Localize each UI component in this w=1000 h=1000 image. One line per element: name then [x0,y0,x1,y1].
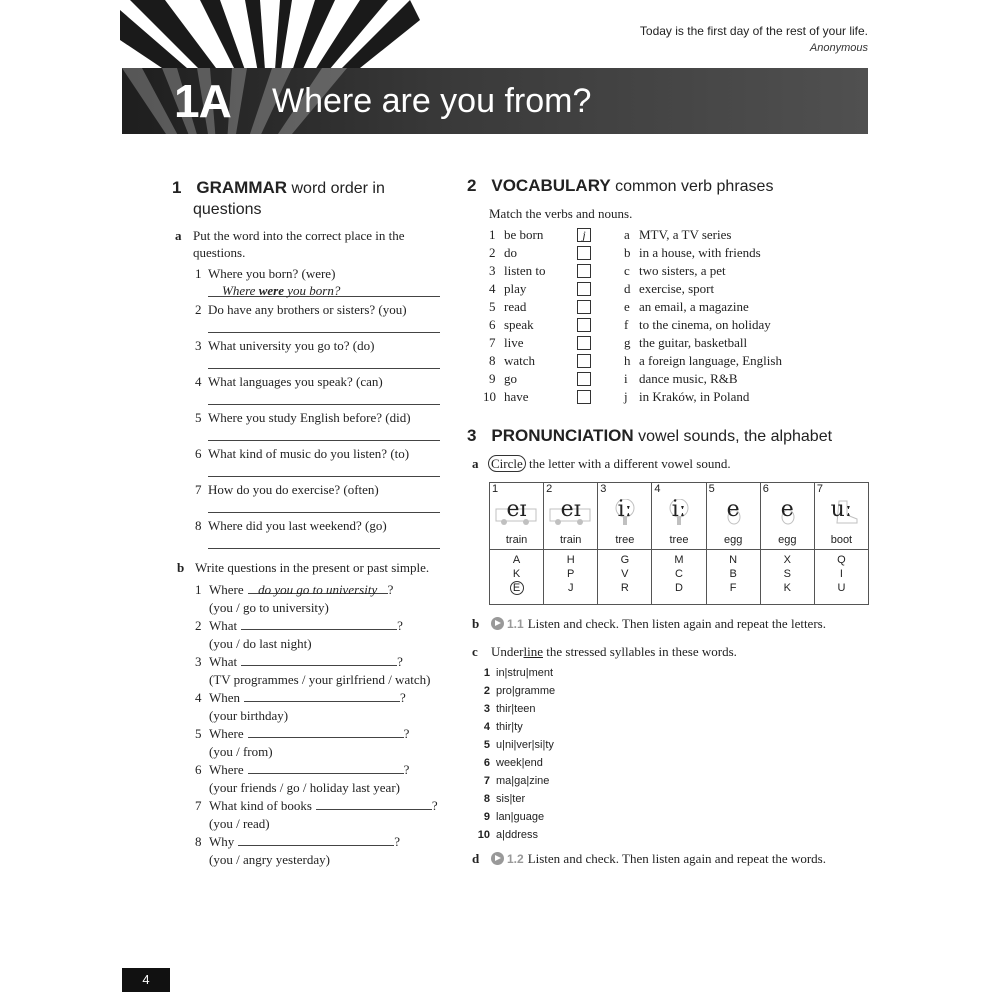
exercise-letter: b [177,560,185,575]
item-number: 4 [195,690,202,705]
question-row [209,690,406,706]
question-start: Where [209,726,244,741]
answer-line[interactable] [208,404,440,405]
sound-word: egg [778,534,797,546]
audio-icon[interactable] [491,852,504,865]
noun-text: to the cinema, on holiday [639,317,771,332]
answer-blank[interactable] [248,582,388,597]
instruction: Write questions in the present or past simple. [195,560,430,575]
column-number: 6 [762,483,769,495]
answer-pre: Where [222,283,259,298]
noun-letter: i [624,371,628,386]
verb-text: live [504,335,524,350]
verb-number: 1 [489,227,496,242]
word-number: 8 [483,793,490,805]
instruction-text: the stressed syllables in these words. [543,644,737,659]
stress-word[interactable]: week|end [496,757,543,769]
alphabet-letter[interactable] [490,581,543,595]
answer-box[interactable] [577,372,591,386]
hint-text: (you / angry yesterday) [209,852,330,867]
noun-text: a foreign language, English [639,353,782,368]
section-subtitle: vowel sounds, the alphabet [638,428,833,445]
exercise-letter: c [472,644,478,659]
pronunciation-heading [467,426,832,446]
sample-answer: do you go to university [258,582,378,597]
alphabet-letter[interactable]: Q [837,554,846,566]
verb-number: 9 [489,371,496,386]
alphabet-letter[interactable]: P [567,568,575,580]
sound-word: tree [615,534,635,546]
noun-text: exercise, sport [639,281,715,296]
stress-word[interactable]: lan|guage [496,811,545,823]
audio-icon[interactable] [491,617,504,630]
hint-text: (you / go to university) [209,600,329,615]
question-start: Where [209,762,244,777]
audio-instruction [491,616,826,632]
question-text: Where you study English before? (did) [208,410,411,425]
alphabet-letter[interactable]: U [837,582,846,594]
picture-row [490,483,869,550]
underlined-word: line [523,644,543,659]
section-subtitle: word order in [291,180,385,197]
hint-text: (you / do last night) [209,636,312,651]
answer-blank[interactable] [241,618,397,630]
question-mark: ? [403,726,410,741]
answer-line[interactable] [208,440,440,441]
verb-number: 5 [489,299,496,314]
question-row [209,654,403,670]
item-number: 6 [195,446,202,461]
section-word: VOCABULARY [491,176,611,195]
question-row [209,834,400,850]
unit-number: 1A [174,75,231,127]
alphabet-letter[interactable]: M [674,554,684,566]
answer-bold: were [258,283,284,298]
question-mark: ? [394,834,401,849]
question-row [209,762,409,778]
exercise-letter: d [472,851,480,866]
question-text: Where you born? (were) [208,266,336,281]
question-text: What kind of music do you listen? (to) [208,446,410,461]
section-number: 2 [467,176,477,195]
verb-number: 4 [489,281,496,296]
answer-line[interactable] [208,368,440,369]
answer-box[interactable] [577,264,591,278]
noun-letter: b [624,245,631,260]
answer-blank[interactable] [244,690,400,702]
phonetic-symbol: uː [830,497,853,522]
word-number: 2 [483,685,490,697]
section-word: PRONUNCIATION [491,426,634,445]
sound-picture-cell [598,483,652,550]
answer-blank[interactable] [316,798,432,810]
item-number: 7 [195,798,202,813]
question-start: Where [209,582,244,597]
question-mark: ? [397,618,403,633]
alphabet-letter[interactable]: A [512,554,521,566]
alphabet-letter[interactable]: J [567,582,574,594]
noun-text: in Kraków, in Poland [639,389,750,404]
exercise-letter: a [472,456,479,471]
column-number: 2 [546,483,553,495]
sample-answer [222,283,340,299]
question-start: What [209,654,238,669]
page-number: 4 [122,968,170,992]
item-number: 5 [195,410,202,425]
instruction [488,456,731,472]
sound-picture-cell [706,483,760,550]
letter-cell [490,550,544,605]
verb-text: watch [504,353,536,368]
stress-word[interactable]: thir|teen [496,703,536,715]
question-mark: ? [403,762,410,777]
noun-text: an email, a magazine [639,299,749,314]
answer-box[interactable] [577,336,591,350]
noun-letter: c [624,263,630,278]
alphabet-letter[interactable]: K [783,582,791,594]
stress-word[interactable]: sis|ter [496,793,526,805]
verb-number: 8 [489,353,496,368]
stress-word-row [476,757,543,769]
alphabet-letter[interactable]: C [675,568,683,580]
item-number: 2 [195,302,202,317]
quote-text: Today is the first day of the rest of your life. [639,24,868,38]
answer-blank[interactable] [248,762,404,774]
stress-word-row [476,721,523,733]
track-number: 1.2 [507,852,524,866]
stress-word-row [476,685,555,697]
question-row [209,798,438,814]
instruction-cont: questions. [193,245,246,260]
instruction: Match the verbs and nouns. [489,206,633,221]
question-start: What [209,618,238,633]
verb-number: 3 [489,263,496,278]
stress-word[interactable]: in|stru|ment [496,667,554,679]
noun-text: dance music, R&B [639,371,738,386]
answer-box[interactable] [577,390,591,404]
noun-text: two sisters, a pet [639,263,726,278]
sound-word: boot [830,534,853,546]
answer-post: you born? [283,283,341,298]
item-number: 5 [195,726,202,741]
stress-word-row [476,811,544,823]
hint-text: (your birthday) [209,708,289,723]
letter-cell [544,550,598,605]
word-number: 5 [483,739,490,751]
letters-row [490,550,869,605]
word-number: 7 [483,775,490,787]
answer-box[interactable] [577,318,591,332]
alphabet-letter[interactable]: S [783,568,791,580]
alphabet-letter[interactable]: I [839,568,843,580]
answer-blank[interactable] [241,654,397,666]
item-number: 3 [195,338,202,353]
answer-box[interactable] [577,246,591,260]
alphabet-letter[interactable]: N [729,554,738,566]
answer-box[interactable] [577,300,591,314]
verb-text: go [504,371,517,386]
answer-line[interactable] [208,332,440,333]
item-number: 1 [195,582,202,597]
instruction: Put the word into the correct place in the [193,228,405,243]
sound-word: train [560,534,582,546]
answer-blank[interactable] [248,726,404,738]
alphabet-letter[interactable]: D [675,582,683,594]
phonetic-symbol: e [726,497,740,522]
item-number: 3 [195,654,202,669]
column-number: 1 [492,483,499,495]
letter-cell [814,550,868,605]
verb-text: be born [504,227,544,242]
noun-letter: d [624,281,631,296]
stress-word[interactable]: pro|gramme [496,685,556,697]
instruction-text: Listen and check. Then listen again and repeat the letters. [527,616,826,631]
question-text: Do have any brothers or sisters? (you) [208,302,407,317]
question-row [209,582,393,598]
stress-word[interactable]: u|ni|ver|si|ty [496,739,554,751]
section-subtitle: common verb phrases [615,178,774,195]
instruction-text: the letter with a different vowel sound. [525,456,731,471]
alphabet-letter[interactable]: G [620,554,630,566]
question-row [209,726,409,742]
column-number: 7 [816,483,823,495]
noun-text: MTV, a TV series [639,227,732,242]
word-number: 9 [483,811,490,823]
unit-title: Where are you from? [272,82,592,120]
noun-letter: a [624,227,630,242]
hint-text: (you / read) [209,816,270,831]
word-number: 3 [483,703,490,715]
alphabet-letter[interactable]: K [512,568,521,580]
verb-text: read [504,299,527,314]
verb-text: listen to [504,263,546,278]
sound-word: tree [669,534,689,546]
stress-word-row [476,793,525,805]
alphabet-letter[interactable]: F [729,582,737,594]
stress-word-row [476,739,554,751]
noun-text: the guitar, basketball [639,335,748,350]
letter-cell [760,550,814,605]
column-number: 4 [654,483,661,495]
answer-box[interactable] [577,354,591,368]
grammar-heading-line2 [193,201,262,219]
stress-word-row [476,703,536,715]
item-number: 2 [195,618,202,633]
verb-text: speak [504,317,534,332]
alphabet-letter[interactable]: R [620,582,629,594]
audio-instruction [491,851,826,867]
hint-text: (you / from) [209,744,273,759]
instruction [491,644,737,660]
question-start: What kind of books [209,798,312,813]
item-number: 7 [195,482,202,497]
verb-text: play [504,281,527,296]
sunburst-decoration [120,0,420,70]
question-start: When [209,690,241,705]
exercise-letter: a [175,228,182,243]
stress-word[interactable]: ma|ga|zine [496,775,550,787]
question-mark: ? [387,582,394,597]
noun-letter: g [624,335,631,350]
sound-picture-cell [544,483,598,550]
alphabet-letter[interactable]: B [729,568,737,580]
sound-picture-cell [490,483,544,550]
hint-text: (TV programmes / your girlfriend / watch) [209,672,431,687]
column-number: 5 [708,483,715,495]
word-number: 10 [477,829,490,841]
alphabet-letter[interactable]: H [566,554,575,566]
stress-word-row [476,667,553,679]
letter-cell [598,550,652,605]
letter-cell [652,550,706,605]
stress-word-row [476,775,549,787]
verb-number: 6 [489,317,496,332]
noun-letter: e [624,299,630,314]
column-number: 3 [600,483,607,495]
vowel-sound-table [489,482,869,605]
sound-word: train [505,534,528,546]
item-number: 4 [195,374,202,389]
item-number: 6 [195,762,202,777]
letter-cell [706,550,760,605]
stress-word-row [476,829,538,841]
phonetic-symbol: eɪ [506,497,527,522]
answer-blank[interactable] [238,834,394,846]
section-subtitle-2: questions [193,201,262,218]
question-text: What languages you speak? (can) [208,374,383,389]
circle-word: Circle [488,455,526,472]
sound-picture-cell [652,483,706,550]
phonetic-symbol: iː [617,497,633,522]
stress-word[interactable]: thir|ty [496,721,523,733]
section-number: 3 [467,426,477,445]
unit-banner [122,68,868,134]
circled-letter: E [510,581,524,595]
answer-box[interactable] [577,282,591,296]
sound-word: egg [723,534,743,546]
question-start: Why [209,834,235,849]
word-number: 4 [483,721,490,733]
item-number: 8 [195,518,202,533]
word-number: 6 [483,757,490,769]
question-mark: ? [400,690,406,705]
track-number: 1.1 [507,617,524,631]
grammar-heading [172,178,385,198]
question-mark: ? [397,654,403,669]
verb-text: do [504,245,517,260]
item-number: 8 [195,834,202,849]
instruction-pre: Under [491,644,524,659]
epigraph [640,24,868,54]
verb-number: 7 [489,335,496,350]
answer-line[interactable] [208,512,440,513]
question-row [209,618,403,634]
exercise-letter: b [472,616,480,631]
question-mark: ? [431,798,438,813]
question-text: Where did you last weekend? (go) [208,518,387,533]
question-text: What university you go to? (do) [208,338,375,353]
noun-letter: h [624,353,631,368]
stress-word[interactable]: a|ddress [496,829,538,841]
item-number: 1 [195,266,202,281]
word-number: 1 [483,667,490,679]
noun-letter: j [624,389,628,404]
phonetic-symbol: e [780,497,794,522]
alphabet-letter[interactable]: X [783,554,791,566]
verb-number: 2 [489,245,496,260]
hint-text: (your friends / go / holiday last year) [209,780,400,795]
instruction-text: Listen and check. Then listen again and repeat the words. [527,851,826,866]
question-text: How do you do exercise? (often) [208,482,379,497]
sound-picture-cell [760,483,814,550]
vocabulary-heading [467,176,773,196]
section-word: GRAMMAR [196,178,288,197]
answer-line[interactable] [208,476,440,477]
alphabet-letter[interactable]: V [621,568,629,580]
verb-number: 10 [483,389,496,404]
verb-text: have [504,389,529,404]
phonetic-symbol: eɪ [560,497,581,522]
answer-line[interactable] [208,548,440,549]
quote-author: Anonymous [809,42,868,54]
noun-letter: f [624,317,629,332]
answer-box[interactable]: j [577,228,591,242]
sound-picture-cell [814,483,868,550]
phonetic-symbol: iː [671,497,687,522]
section-number: 1 [172,178,182,197]
noun-text: in a house, with friends [639,245,761,260]
